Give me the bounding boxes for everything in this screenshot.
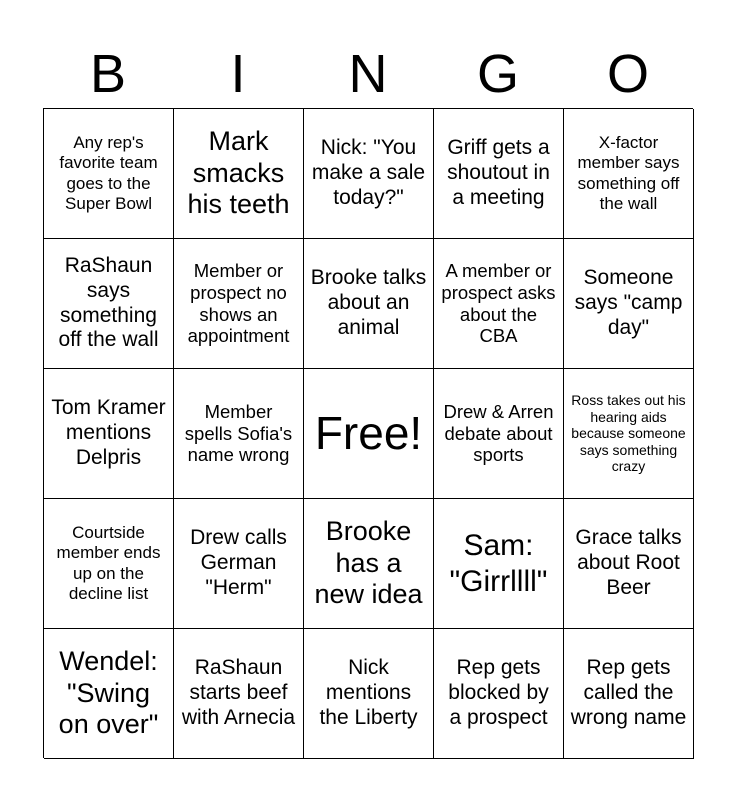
cell-text: Drew calls German "Herm" [190, 526, 287, 599]
bingo-cell-r1c2[interactable] [174, 109, 304, 239]
header-letter-i: I [230, 44, 246, 104]
cell-text: Member spells Sofia's name wrong [184, 400, 293, 466]
header-letter-g: G [476, 44, 519, 104]
bingo-cell-r4c1[interactable] [44, 499, 174, 629]
cell-text: Someone says "camp day" [574, 266, 683, 339]
cell-text: Ross takes out his hearing aids because someone says something crazy [571, 392, 686, 475]
cell-text: Rep gets called the wrong name [570, 656, 687, 729]
bingo-cell-r2c4[interactable] [434, 239, 564, 369]
cell-text: RaShaun starts beef with Arnecia [181, 656, 296, 729]
bingo-header [43, 40, 693, 108]
free-space-text: Free! [314, 407, 423, 460]
header-letter-n: N [348, 44, 388, 104]
header-letter-b: B [89, 44, 127, 104]
cell-text: X-factor member says something off the wall [577, 133, 680, 213]
bingo-cell-r4c4[interactable] [434, 499, 564, 629]
bingo-cell-r1c5[interactable] [564, 109, 694, 239]
bingo-cell-r1c4[interactable] [434, 109, 564, 239]
cell-text: Nick: "You make a sale today?" [311, 136, 426, 209]
cell-text: Brooke talks about an animal [310, 266, 427, 339]
cell-text: Drew & Arren debate about sports [443, 400, 554, 466]
bingo-cell-r5c5[interactable] [564, 629, 694, 759]
bingo-cell-r4c2[interactable] [174, 499, 304, 629]
cell-text: RaShaun says something off the wall [58, 253, 159, 352]
bingo-cell-r3c5[interactable] [564, 369, 694, 499]
bingo-cell-r4c3[interactable] [304, 499, 434, 629]
bingo-cell-r5c3[interactable] [304, 629, 434, 759]
cell-text: Griff gets a shoutout in a meeting [447, 136, 550, 209]
header-letter-o: O [606, 44, 649, 104]
bingo-cell-r1c1[interactable] [44, 109, 174, 239]
bingo-cell-r5c2[interactable] [174, 629, 304, 759]
cell-text: Rep gets blocked by a prospect [448, 656, 549, 729]
cell-text: Grace talks about Root Beer [575, 526, 682, 599]
bingo-cell-r2c3[interactable] [304, 239, 434, 369]
cell-text: Member or prospect no shows an appointment [187, 259, 290, 347]
cell-text: Nick mentions the Liberty [319, 656, 418, 729]
cell-text: Brooke has a new idea [314, 515, 423, 610]
cell-text: Wendel: "Swing on over" [58, 645, 159, 740]
bingo-cell-r3c4[interactable] [434, 369, 564, 499]
cell-text: A member or prospect asks about the CBA [441, 259, 556, 347]
bingo-cell-r5c4[interactable] [434, 629, 564, 759]
bingo-cell-free[interactable] [304, 369, 434, 499]
bingo-board [43, 108, 693, 758]
bingo-cell-r5c1[interactable] [44, 629, 174, 759]
bingo-cell-r2c1[interactable] [44, 239, 174, 369]
cell-text: Tom Kramer mentions Delpris [51, 396, 166, 469]
cell-text: Mark smacks his teeth [187, 125, 290, 220]
bingo-cell-r3c1[interactable] [44, 369, 174, 499]
cell-text: Sam: "Girrllll" [449, 529, 548, 598]
bingo-cell-r4c5[interactable] [564, 499, 694, 629]
bingo-cell-r3c2[interactable] [174, 369, 304, 499]
bingo-cell-r2c5[interactable] [564, 239, 694, 369]
bingo-cell-r1c3[interactable] [304, 109, 434, 239]
cell-text: Courtside member ends up on the decline list [56, 523, 161, 603]
bingo-cell-r2c2[interactable] [174, 239, 304, 369]
cell-text: Any rep's favorite team goes to the Super Bowl [59, 133, 158, 213]
